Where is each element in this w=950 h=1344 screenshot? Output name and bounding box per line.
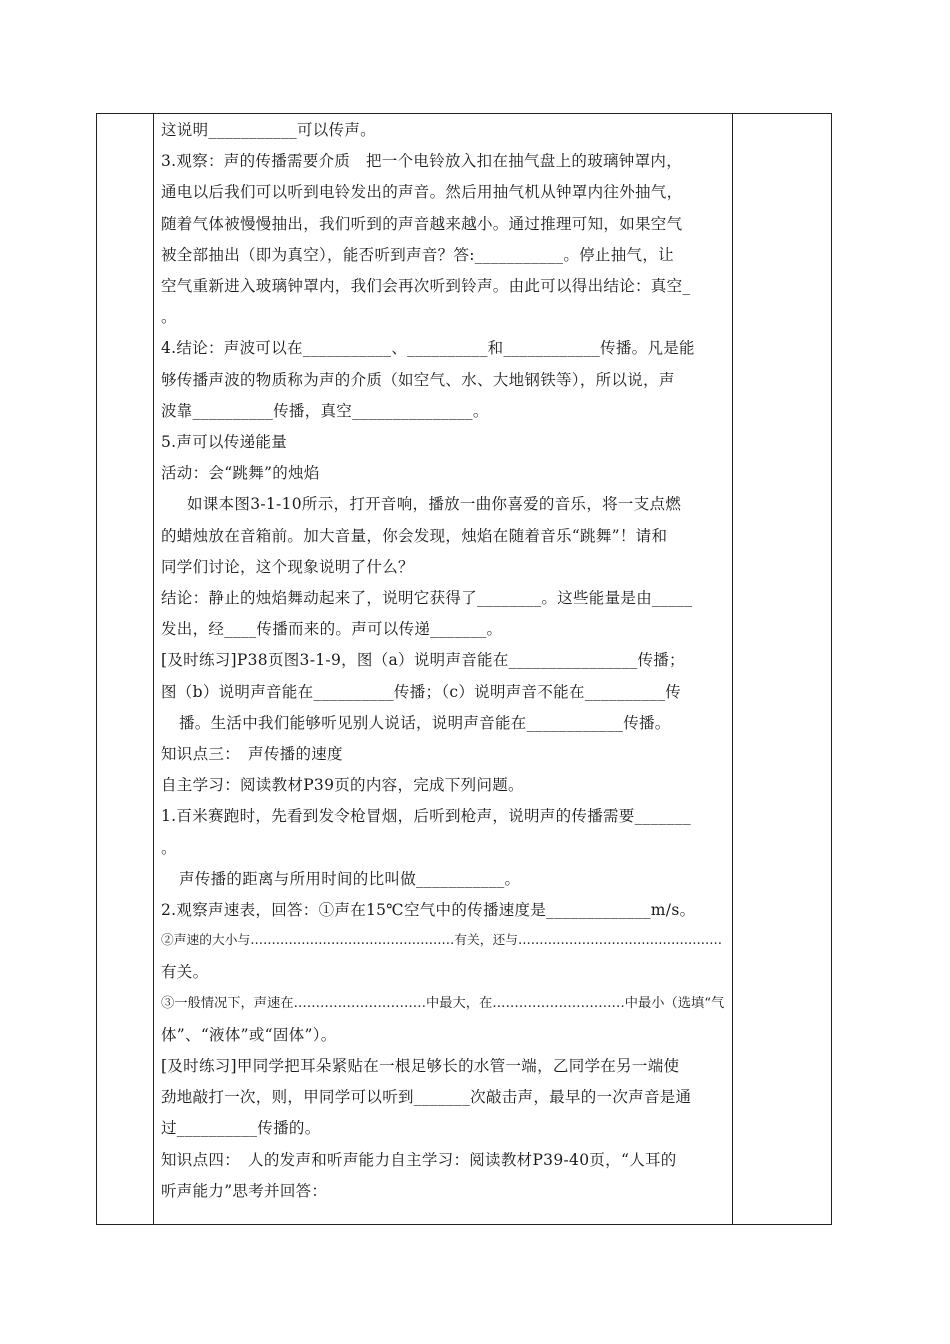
section-heading: 5.声可以传递能量	[161, 433, 287, 451]
knowledge-point-heading: 知识点四： 人的发声和听声能力自主学习：阅读教材P39-40页，“人耳的	[161, 1151, 677, 1169]
text-line: 听声能力”思考并回答：	[161, 1182, 328, 1200]
text-line: 1.百米赛跑时，先看到发令枪冒烟，后听到枪声，说明声的传播需要_______	[161, 807, 691, 825]
practice-line: [及时练习]甲同学把耳朵紧贴在一根足够长的水管一端，乙同学在另一端使	[161, 1057, 680, 1075]
practice-line: [及时练习]P38页图3-1-9，图（a）说明声音能在________________传播；	[161, 651, 685, 669]
text-line: 3.观察：声的传播需要介质 把一个电铃放入扣在抽气盘上的玻璃钟罩内，	[161, 152, 682, 170]
text-line: 波靠__________传播，真空_______________。	[161, 402, 489, 420]
text-line: 。	[161, 839, 177, 857]
text-line: 这说明___________可以传声。	[161, 121, 376, 139]
text-line: 随着气体被慢慢抽出，我们听到的声音越来越小。通过推理可知，如果空气	[161, 215, 683, 233]
worksheet-table	[96, 113, 832, 1225]
text-line: 的蜡烛放在音箱前。加大音量，你会发现，烛焰在随着音乐“跳舞”！请和	[161, 527, 668, 545]
text-line: 有关。	[161, 963, 209, 981]
text-line: 。	[161, 308, 177, 326]
text-line: ③一般情况下，声速在…………………………中最大，在…………………………中最小（选填“气	[161, 996, 725, 1011]
knowledge-point-heading: 知识点三： 声传播的速度	[161, 745, 343, 763]
practice-line: 播。生活中我们能够听见别人说话，说明声音能在____________传播。	[179, 714, 671, 732]
text-line: ②声速的大小与…………………………………………有关，还与…………………………………………	[161, 933, 722, 948]
text-line: 够传播声波的物质称为声的介质（如空气、水、大地钢铁等），所以说，声	[161, 371, 675, 389]
text-line: 同学们讨论，这个现象说明了什么？	[161, 558, 414, 576]
text-line: 发出，经____传播而来的。声可以传递_______。	[161, 620, 503, 638]
text-line: 体”、“液体”或“固体”）。	[161, 1026, 337, 1044]
practice-line: 劲地敲打一次，则，甲同学可以听到_______次敲击声，最早的一次声音是通	[161, 1088, 692, 1106]
practice-line: 过__________传播的。	[161, 1119, 321, 1137]
right-column	[732, 114, 831, 1224]
text-line: 4.结论：声波可以在___________、__________和____________传播。凡是能	[161, 339, 695, 357]
practice-line: 图（b）说明声音能在__________传播；（c）说明声音不能在__________传	[161, 683, 682, 701]
text-line: 结论：静止的烛焰舞动起来了，说明它获得了________。这些能量是由_____	[161, 589, 693, 607]
text-line: 空气重新进入玻璃钟罩内，我们会再次听到铃声。由此可以得出结论：真空_	[161, 277, 691, 295]
text-line: 2.观察声速表，回答：①声在15℃空气中的传播速度是_____________m/s。	[161, 901, 696, 919]
text-line: 如课本图3-1-10所示，打开音响，播放一曲你喜爱的音乐，将一支点燃	[187, 495, 682, 513]
text-line: 声传播的距离与所用时间的比叫做___________。	[179, 870, 521, 888]
text-line: 被全部抽出（即为真空），能否听到声音？答:___________。停止抽气，让	[161, 246, 674, 264]
text-line: 自主学习：阅读教材P39页的内容，完成下列问题。	[161, 776, 524, 794]
left-column	[97, 114, 154, 1224]
text-line: 通电以后我们可以听到电铃发出的声音。然后用抽气机从钟罩内往外抽气，	[161, 183, 683, 201]
activity-title: 活动：会“跳舞”的烛焰	[161, 464, 320, 482]
